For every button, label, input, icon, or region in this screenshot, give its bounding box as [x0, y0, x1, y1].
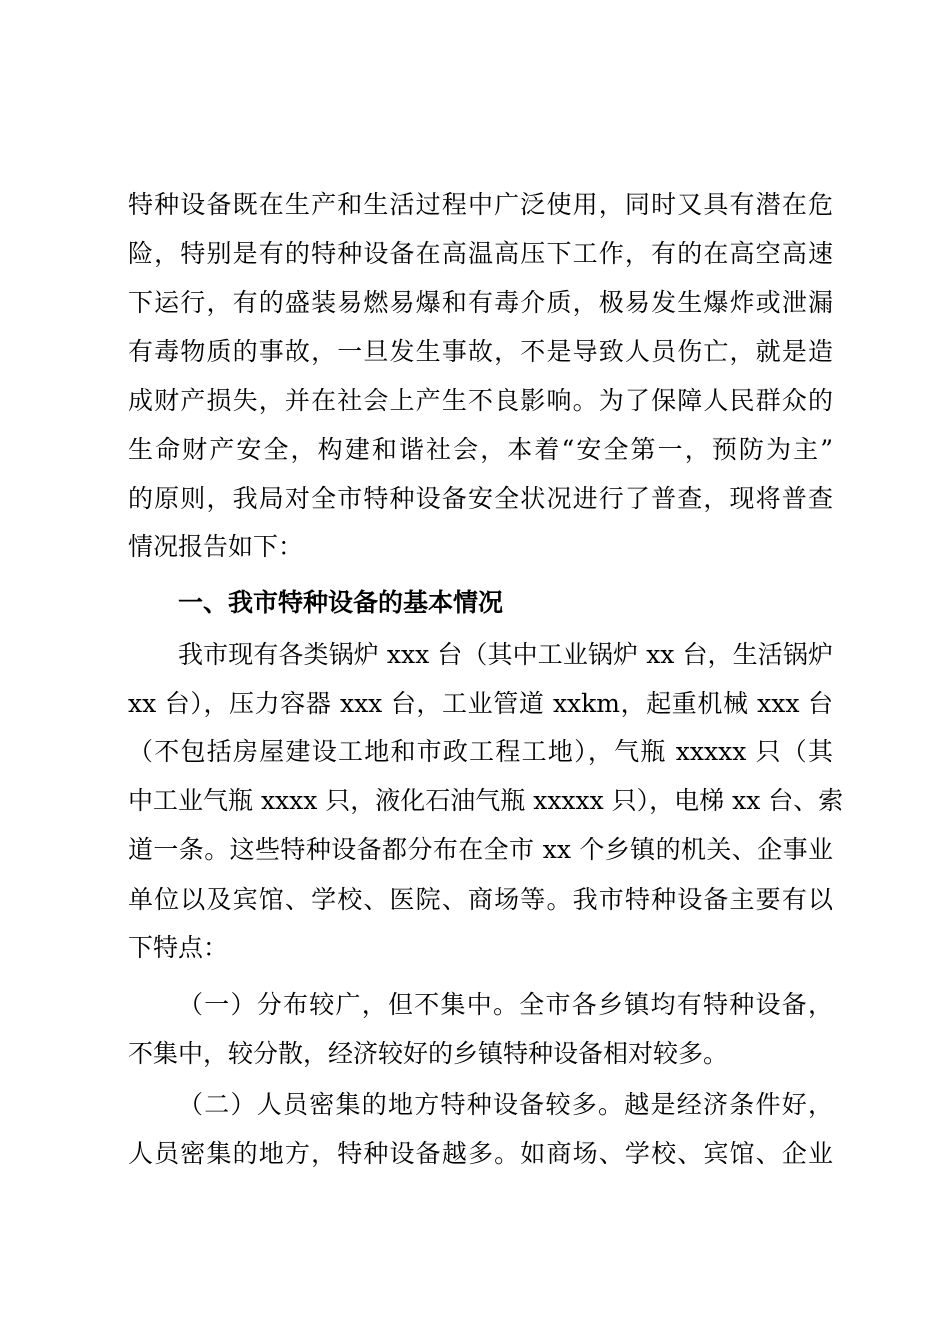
basic-line: 我市现有各类锅炉 xxx 台（其中工业锅炉 xx 台，生活锅炉 [178, 640, 833, 669]
point-two-line: 人员密集的地方，特种设备越多。如商场、学校、宾馆、企业 [128, 1139, 833, 1168]
intro-line: 特种设备既在生产和生活过程中广泛使用，同时又具有潜在危 [128, 190, 833, 219]
basic-line: （不包括房屋建设工地和市政工程工地），气瓶 xxxxx 只（其 [128, 737, 833, 766]
point-one-line: （一）分布较广，但不集中。全市各乡镇均有特种设备， [178, 990, 833, 1019]
intro-line: 成财产损失，并在社会上产生不良影响。为了保障人民群众的 [128, 386, 833, 415]
intro-line: 生命财产安全，构建和谐社会，本着“安全第一，预防为主” [128, 435, 833, 464]
point-two-line: （二）人员密集的地方特种设备较多。越是经济条件好， [178, 1090, 833, 1119]
intro-line: 险，特别是有的特种设备在高温高压下工作，有的在高空高速 [128, 239, 833, 268]
basic-line: 道一条。这些特种设备都分布在全市 xx 个乡镇的机关、企事业 [128, 835, 833, 864]
intro-line: 有毒物质的事故，一旦发生事故，不是导致人员伤亡，就是造 [128, 337, 833, 366]
intro-line: 的原则，我局对全市特种设备安全状况进行了普查，现将普查 [128, 484, 833, 513]
intro-line: 下运行，有的盛装易燃易爆和有毒介质，极易发生爆炸或泄漏 [128, 288, 833, 317]
basic-line: 单位以及宾馆、学校、医院、商场等。我市特种设备主要有以 [128, 885, 833, 914]
intro-line: 情况报告如下： [128, 532, 304, 561]
section-heading: 一、我市特种设备的基本情况 [178, 588, 504, 617]
point-one-line: 不集中，较分散，经济较好的乡镇特种设备相对较多。 [128, 1039, 729, 1068]
basic-line: xx 台），压力容器 xxx 台，工业管道 xxkm，起重机械 xxx 台 [128, 689, 833, 718]
basic-line: 中工业气瓶 xxxx 只，液化石油气瓶 xxxxx 只），电梯 xx 台、索 [128, 786, 844, 815]
basic-line: 下特点： [128, 933, 229, 962]
